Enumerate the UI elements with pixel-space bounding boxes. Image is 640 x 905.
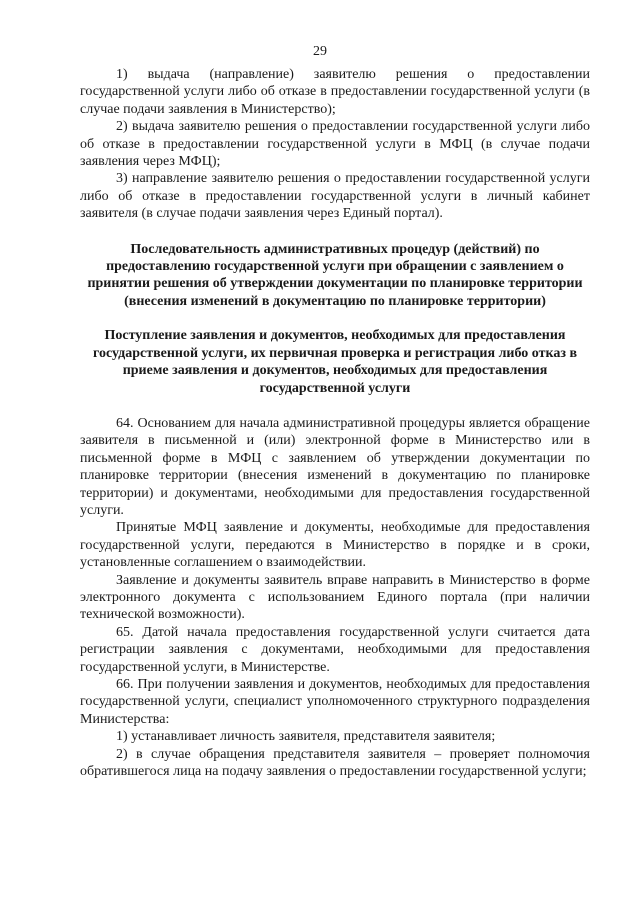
paragraph-66-item-2: 2) в случае обращения представителя заявителя – проверяет полномочия обратившегося лица на подачу заявления о предоставлении государственной услуги; [80,746,590,780]
paragraph-64: 64. Основанием для начала административной процедуры является обращение заявителя в письменной и (или) электронной форме в Министерство или в письменной форме в МФЦ с заявлением об утверждении документации по планировке территории (внесения изменений в документацию по планировке территории) и документами, необходимыми для предоставления государственной услуги. [80,415,590,518]
section-heading-receipt: Поступление заявления и документов, необходимых для предоставления государственной услуги, их первичная проверка и регистрация либо отказ в приеме заявления и документов, необходимых для предоставления государственной услуги [92,328,578,396]
section-heading-procedures: Последовательность административных процедур (действий) по предоставлению государственной услуги при обращении с заявлением о принятии решения об утверждении документации по планировке территории (внесения изменений в документацию по планировке территории) [87,241,583,309]
result-item-2: 2) выдача заявителю решения о предоставлении государственной услуги либо об отказе в предоставлении государственной услуги в МФЦ (в случае подачи заявления через МФЦ); [80,119,590,170]
paragraph-66: 66. При получении заявления и документов, необходимых для предоставления государственной услуги, специалист уполномоченного структурного подразделения Министерства: [80,677,590,727]
paragraph-mfc-transfer: Принятые МФЦ заявление и документы, необходимые для предоставления государственной услуги, передаются в Министерство в порядке и в сроки, установленные соглашением о взаимодействии. [80,520,590,571]
paragraph-66-item-1: 1) устанавливает личность заявителя, представителя заявителя; [116,729,496,745]
result-item-3: 3) направление заявителю решения о предоставлении государственной услуги либо об отказе в предоставлении государственной услуги в личный кабинет заявителя (в случае подачи заявления через Единый портал). [80,171,590,222]
paragraph-electronic-submission: Заявление и документы заявитель вправе направить в Министерство в форме электронного документа с использованием Единого портала (при наличии технической возможности). [80,572,590,623]
page-number: 29 [313,44,327,59]
document-body [80,66,590,780]
paragraph-65: 65. Датой начала предоставления государственной услуги считается дата регистрации заявления с документами, необходимыми для предоставления государственной услуги, в Министерстве. [80,624,590,675]
result-item-1: 1) выдача (направление) заявителю решения о предоставлении государственной услуги либо об отказе в предоставлении государственной услуги (в случае подачи заявления в Министерство); [80,67,590,117]
spacer [80,397,590,415]
